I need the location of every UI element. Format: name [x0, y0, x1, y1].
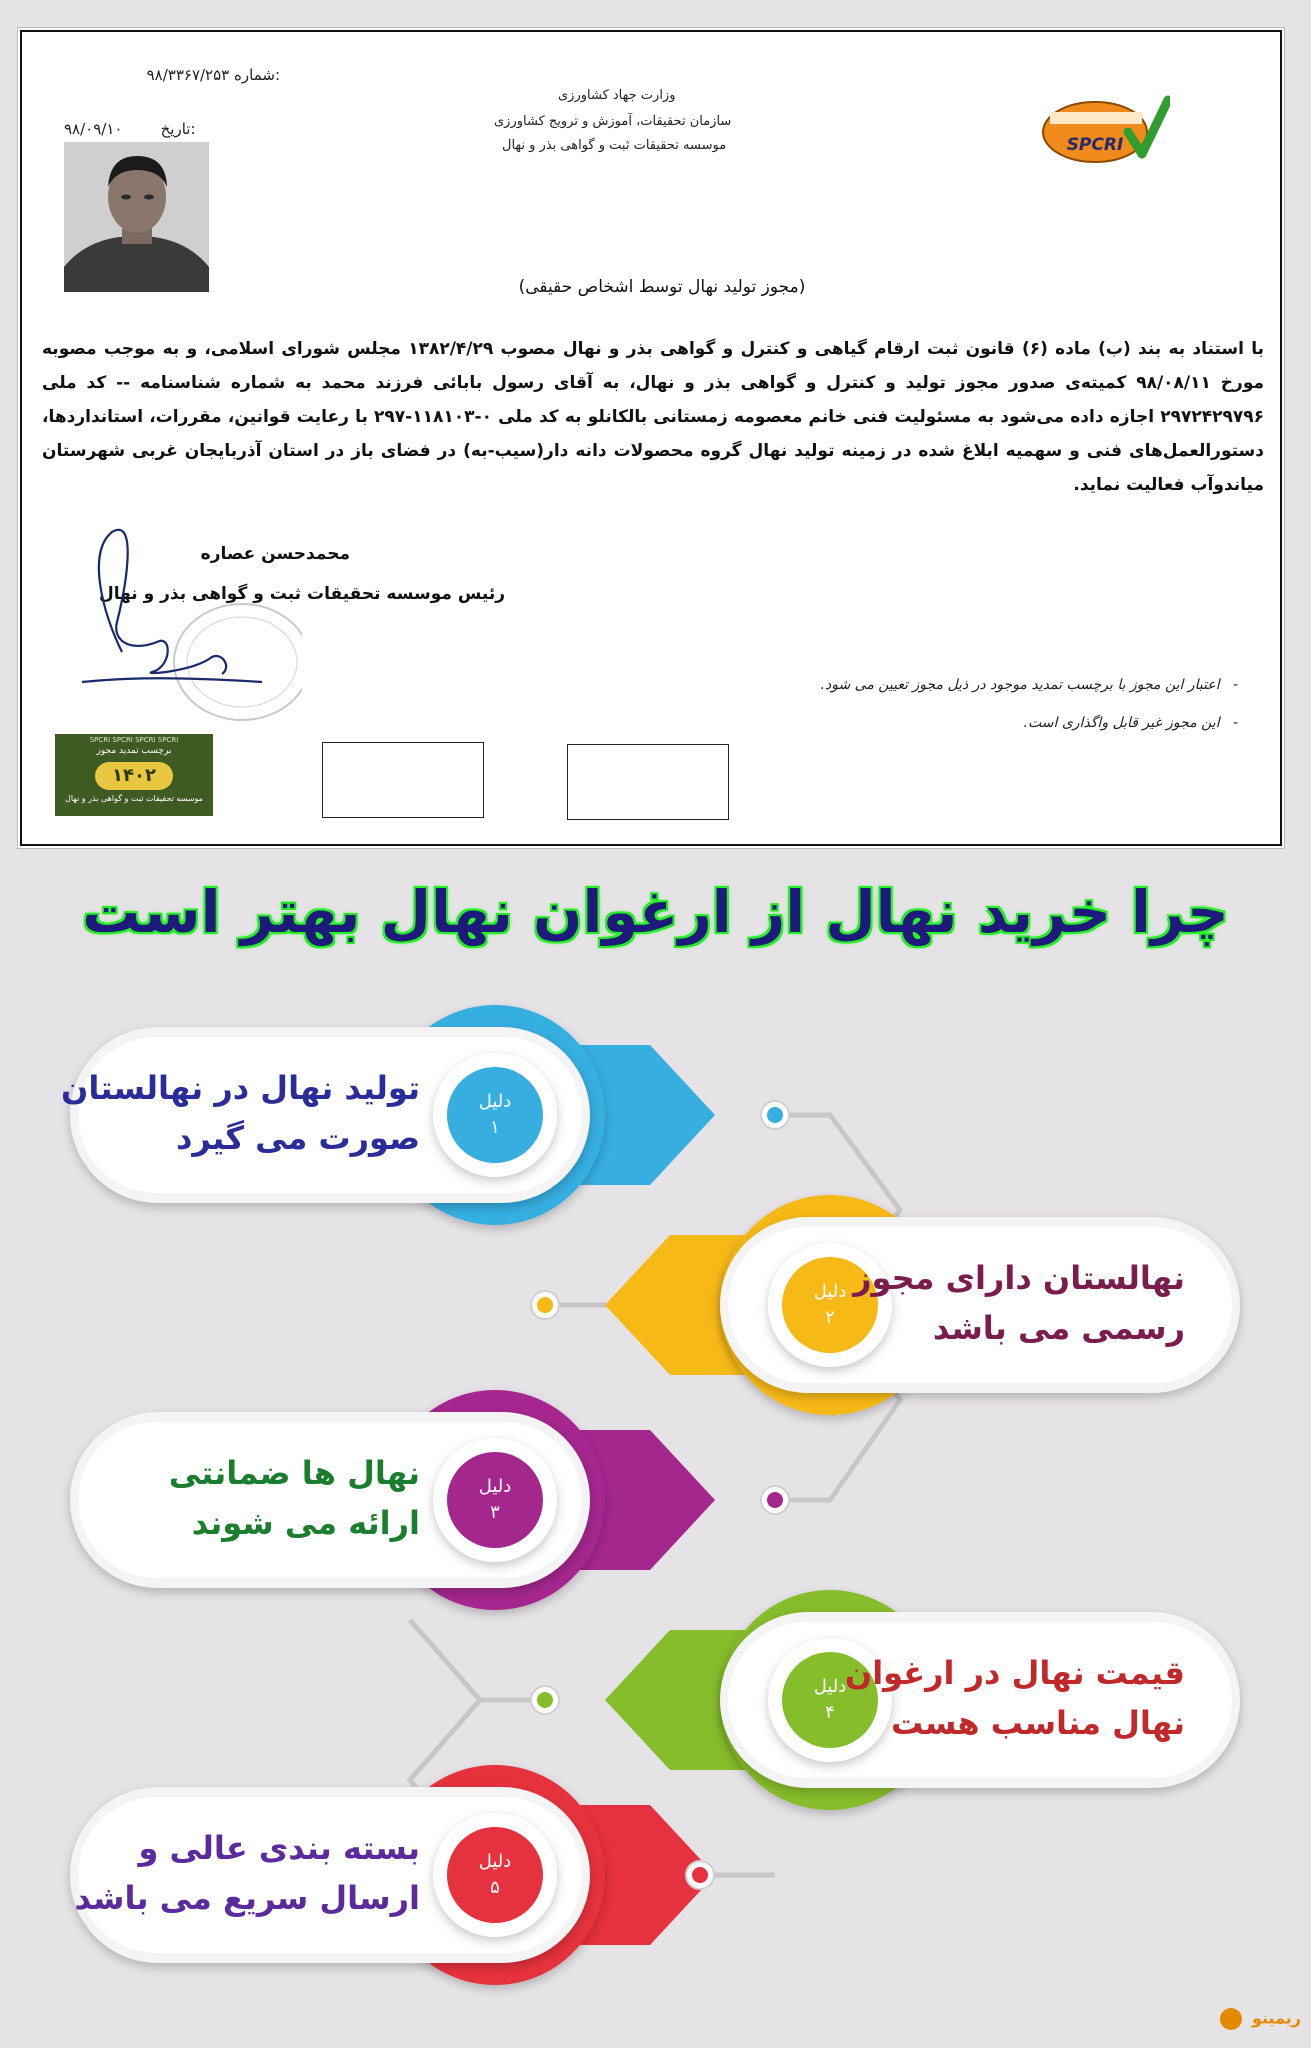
renewal-box-1 [322, 742, 484, 818]
document-title: (مجوز تولید نهال توسط اشخاص حقیقی) [518, 277, 806, 297]
brand-logo: ریمینو [1220, 2008, 1301, 2030]
reason-text-2: نهالستان دارای مجوز رسمی می باشد [853, 1259, 1185, 1347]
reason-badge-label-5: دلیل ۵ [478, 1851, 512, 1898]
brand-icon [1220, 2008, 1242, 2030]
renewal-box-2 [567, 744, 729, 820]
connector-dot-2 [537, 1297, 553, 1313]
signer-title: رئیس موسسه تحقیقات ثبت و گواهی بذر و نهال [98, 584, 505, 604]
organization-name: سازمان تحقیقات، آموزش و ترویج کشاورزی [494, 114, 732, 129]
document-body: با استناد به بند (ب) ماده (۶) قانون ثبت ارقام گیاهی و کنترل و گواهی بذر و نهال مصوب ۱۳۸۲/۴/۲۹ مجلس شورای اسلامی، و به موجب مصوبه مورخ ۹۸/۰۸/۱۱ کمیته‌ی صدور مجوز تولید و کنترل و گواهی بذر و نهال، به آقای رسول بابائی فرزند محمد به شماره شناسنامه -- کد ملی ۲۹۷۲۴۲۹۷۹۶ اجازه داده می‌شود به مسئولیت فنی خانم معصومه زمستانی بالکانلو به کد ملی ۰-۱۱۸۱۰۳-۲۹۷ با رعایت قوانین، مقررات، استانداردها، دستورالعمل‌های فنی و سهمیه ابلاغ شده در زمینه تولید نهال گروه محصولات دانه دار(سیب-به) در فضای باز در استان آذربایجان غربی شهرستان میاندوآب فعالیت نماید. [42, 339, 1265, 495]
reason-badge-label-3: دلیل ۳ [478, 1476, 512, 1523]
applicant-photo [64, 142, 209, 292]
reason-badge-label-4: دلیل ۴ [813, 1676, 847, 1723]
license-document [20, 30, 1282, 846]
reason-text-5: بسته بندی عالی و ارسال سریع می باشد [74, 1829, 420, 1917]
reason-badge-label-2: دلیل ۲ [813, 1281, 847, 1328]
infographic-headline: چرا خرید نهال از ارغوان نهال بهتر است [82, 878, 1229, 946]
date-label: تاریخ: [160, 120, 196, 138]
spcri-logo [1040, 92, 1170, 167]
note-validity: - اعتبار این مجوز با برچسب تمدید موجود در ذیل مجوز تعیین می شود. [820, 677, 1238, 693]
number-label: شماره: [234, 66, 280, 84]
reason-text-1: تولید نهال در نهالستان صورت می گیرد [61, 1069, 420, 1157]
reason-badge-label-1: دلیل ۱ [478, 1091, 512, 1138]
svg-text:SPCRI: SPCRI [1066, 135, 1124, 155]
connector-dot-5 [692, 1867, 708, 1883]
signature-and-stamp [62, 492, 302, 722]
connector-dot-3 [767, 1492, 783, 1508]
signer-name: محمدحسن عصاره [200, 544, 350, 564]
note-nontransferable: - این مجوز غیر قابل واگذاری است. [1023, 715, 1238, 731]
reason-text-3: نهال ها ضمانتی ارائه می شوند [168, 1454, 420, 1542]
ministry-name: وزارت جهاد کشاورزی [558, 88, 676, 103]
document-number [147, 66, 280, 84]
connector-dot-1 [767, 1107, 783, 1123]
document-date [64, 120, 196, 138]
reason-text-4: قیمت نهال در ارغوان نهال مناسب هست [844, 1654, 1185, 1742]
date-value: ۹۸/۰۹/۱۰ [64, 120, 123, 138]
number-value: ۹۸/۳۳۶۷/۲۵۳ [146, 66, 230, 84]
connector-dot-4 [537, 1692, 553, 1708]
renewal-sticker: SPCRI SPCRI SPCRI SPCRI برچسب تمدید مجوز ۱۴۰۲ موسسه تحقیقات ثبت و گواهی بذر و نهال [55, 734, 213, 816]
institute-name: موسسه تحقیقات ثبت و گواهی بذر و نهال [502, 138, 727, 153]
